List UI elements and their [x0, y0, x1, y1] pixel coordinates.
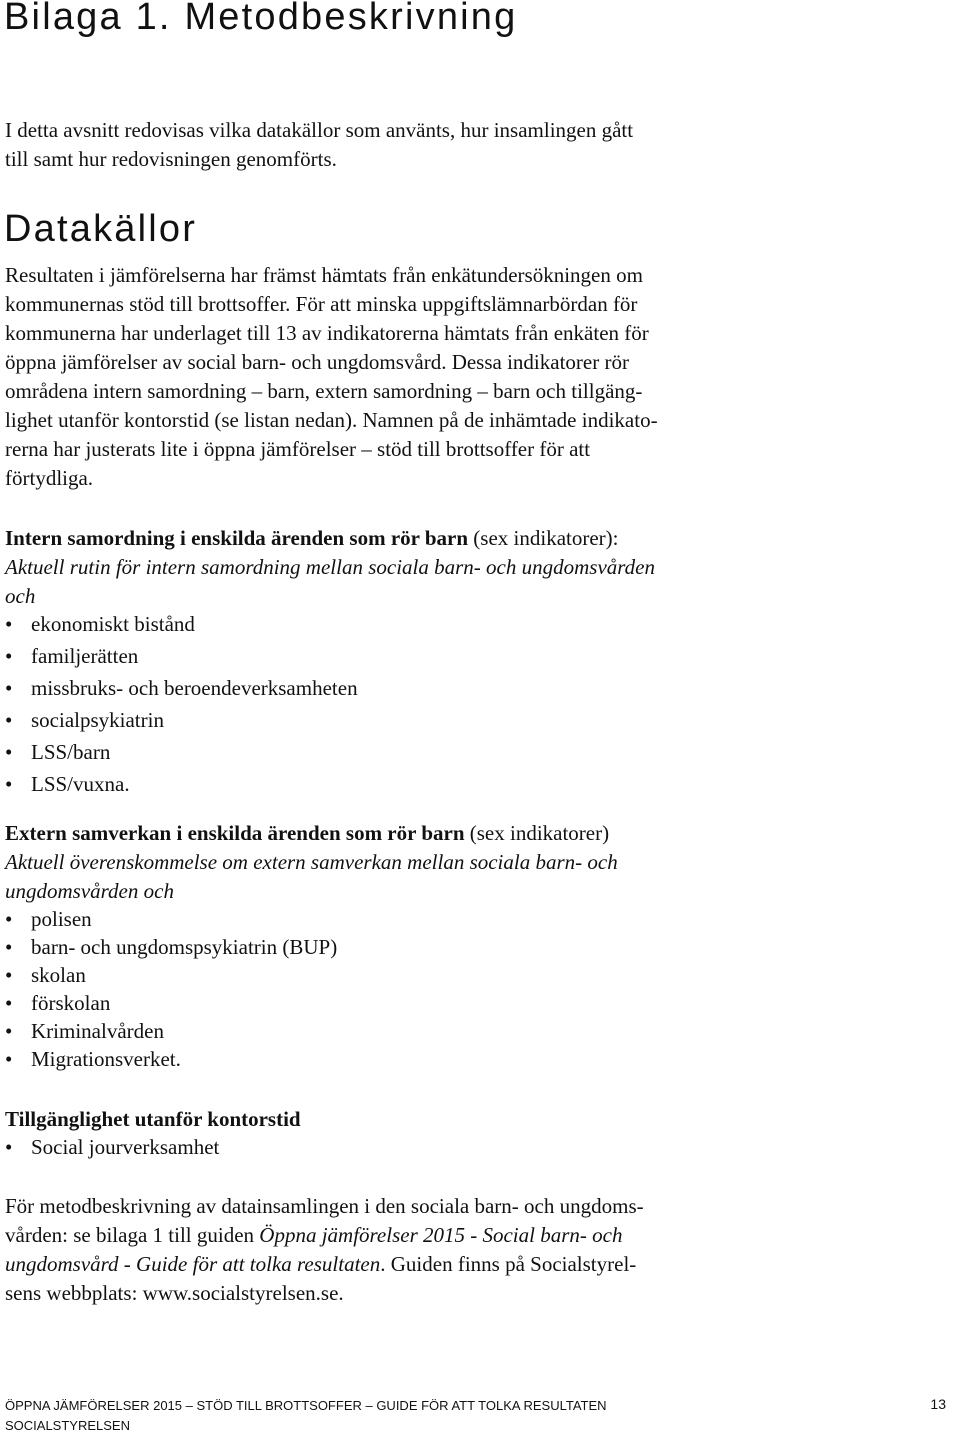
- section-italic-line: Aktuell överenskommelse om extern samverkan mellan sociala barn- och: [5, 850, 618, 874]
- sources-line: förtydliga.: [5, 466, 94, 490]
- guide-title: Öppna jämförelser 2015 - Social barn- och: [259, 1223, 623, 1247]
- extern-samverkan-heading: [5, 819, 955, 906]
- list-item: • polisen: [5, 905, 337, 933]
- list-item: • familjerätten: [5, 640, 358, 672]
- closing-text: . Guiden finns på Socialstyrel-: [380, 1252, 637, 1276]
- footer-publisher: SOCIALSTYRELSEN: [5, 1418, 130, 1433]
- sources-paragraph: [5, 261, 955, 493]
- list-item: • Migrationsverket.: [5, 1045, 337, 1073]
- section-title-rest: (sex indikatorer):: [468, 526, 619, 550]
- sources-line: öppna jämförelser av social barn- och ungdomsvård. Dessa indikatorer rör: [5, 350, 629, 374]
- section-title-rest: (sex indikatorer): [464, 821, 610, 845]
- list-item: • förskolan: [5, 989, 337, 1017]
- closing-text: vården: se bilaga 1 till guiden: [5, 1223, 260, 1247]
- section-heading-datakallor: Datakällor: [4, 208, 198, 250]
- sources-line: kommunerna har underlaget till 13 av indikatorerna hämtats från enkäten för: [5, 321, 649, 345]
- list-item: • skolan: [5, 961, 337, 989]
- section-italic-line: Aktuell rutin för intern samordning mellan sociala barn- och ungdomsvården: [5, 555, 655, 579]
- list-item: • socialpsykiatrin: [5, 704, 358, 736]
- sources-line: lighet utanför kontorstid (se listan nedan). Namnen på de inhämtade indikato-: [5, 408, 658, 432]
- closing-line: sens webbplats: www.socialstyrelsen.se.: [5, 1281, 344, 1305]
- list-item: • Social jourverksamhet: [5, 1133, 219, 1161]
- sources-line: områdena intern samordning – barn, extern samordning – barn och tillgäng-: [5, 379, 643, 403]
- section-italic-line: och: [5, 584, 36, 608]
- section-title-line: [5, 819, 955, 848]
- intro-line: till samt hur redovisningen genomförts.: [5, 147, 337, 171]
- page-number: 13: [930, 1396, 946, 1412]
- closing-line: [5, 1221, 955, 1250]
- list-item: • LSS/vuxna.: [5, 768, 358, 800]
- closing-paragraph: [5, 1192, 955, 1308]
- footer-running-title: ÖPPNA JÄMFÖRELSER 2015 – STÖD TILL BROTTSOFFER – GUIDE FÖR ATT TOLKA RESULTATEN: [5, 1398, 607, 1413]
- guide-title: ungdomsvård - Guide för att tolka resultaten: [5, 1252, 381, 1276]
- intern-samordning-list: [5, 608, 358, 800]
- list-item: • Kriminalvården: [5, 1017, 337, 1045]
- section-title-line: [5, 524, 955, 553]
- section-italic-line: ungdomsvården och: [5, 879, 174, 903]
- page-title: Bilaga 1. Metodbeskrivning: [4, 0, 518, 38]
- extern-samverkan-list: [5, 905, 337, 1073]
- section-title-bold: Tillgänglighet utanför kontorstid: [5, 1107, 301, 1131]
- intern-samordning-heading: [5, 524, 955, 611]
- list-item: • barn- och ungdomspsykiatrin (BUP): [5, 933, 337, 961]
- closing-line: För metodbeskrivning av datainsamlingen i den sociala barn- och ungdoms-: [5, 1194, 644, 1218]
- section-title-bold: Extern samverkan i enskilda ärenden som rör barn: [5, 821, 465, 845]
- sources-line: rerna har justerats lite i öppna jämförelser – stöd till brottsoffer för att: [5, 437, 591, 461]
- intro-line: I detta avsnitt redovisas vilka datakällor som använts, hur insamlingen gått: [5, 118, 634, 142]
- intro-paragraph: [5, 116, 955, 174]
- tillganglighet-list: [5, 1133, 219, 1161]
- list-item: • ekonomiskt bistånd: [5, 608, 358, 640]
- sources-line: Resultaten i jämförelserna har främst hämtats från enkätundersökningen om: [5, 263, 643, 287]
- closing-line: [5, 1250, 955, 1279]
- section-title-bold: Intern samordning i enskilda ärenden som rör barn: [5, 526, 469, 550]
- list-item: • missbruks- och beroendeverksamheten: [5, 672, 358, 704]
- sources-line: kommunernas stöd till brottsoffer. För att minska uppgiftslämnarbördan för: [5, 292, 638, 316]
- tillganglighet-heading: [5, 1105, 955, 1134]
- list-item: • LSS/barn: [5, 736, 358, 768]
